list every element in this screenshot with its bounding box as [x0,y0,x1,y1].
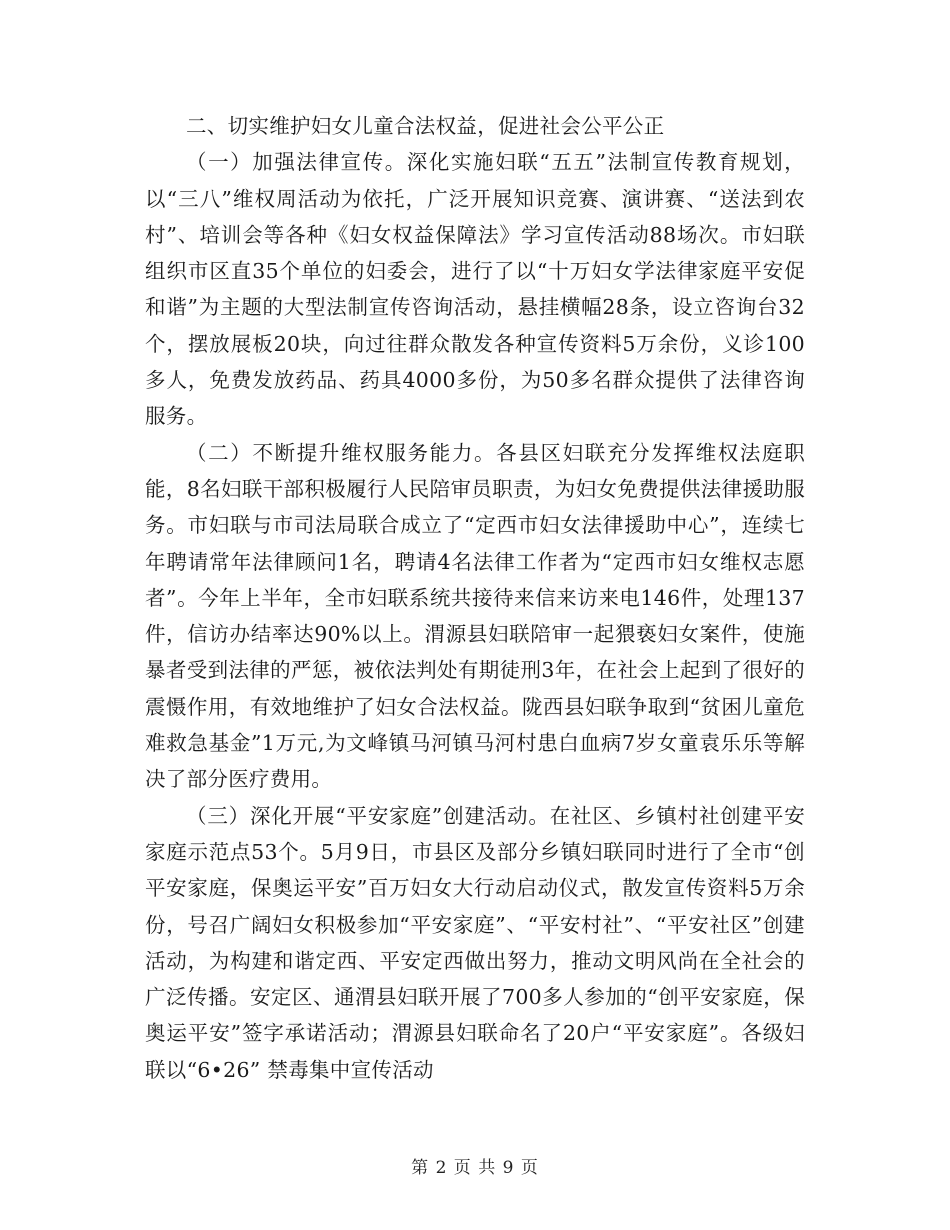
section-heading: 二、切实维护妇女儿童合法权益，促进社会公平公正 [186,114,665,138]
paragraph-safe-family: （三）深化开展“平安家庭”创建活动。在社区、乡镇村社创建平安家庭示范点53个。5月9日，市县区及部分乡镇妇联同时进行了全市“创平安家庭，保奥运平安”百万妇女大行动启动仪式，散发宣传资料5万余份，号召广阔妇女积极参加“平安家庭”、“平安村社”、“平安社区”创建活动，为构建和谐定西、平安定西做出努力，推动文明风尚在全社会的广泛传播。安定区、通渭县妇联开展了700多人参加的“创平安家庭，保奥运平安”签字承诺活动；渭源县妇联命名了20户“平安家庭”。各级妇联以“6•26” 禁毒集中宣传活动 [145,803,805,1082]
document-body [145,108,805,1088]
paragraph-rights-service: （二）不断提升维权服务能力。各县区妇联充分发挥维权法庭职能，8名妇联干部积极履行人民陪审员职责，为妇女免费提供法律援助服务。市妇联与市司法局联合成立了“定西市妇女法律援助中心”，连续七年聘请常年法律顾问1名，聘请4名法律工作者为“定西市妇女维权志愿者”。今年上半年，全市妇联系统共接待来信来访来电146件，处理137件，信访办结率达90%以上。渭源县妇联陪审一起猥亵妇女案件，使施暴者受到法律的严惩，被依法判处有期徒刑3年，在社会上起到了很好的震慑作用，有效地维护了妇女合法权益。陇西县妇联争取到“贫困儿童危难救急基金”1万元,为文峰镇马河镇马河村患白血病7岁女童袁乐乐等解决了部分医疗费用。 [145,440,805,792]
paragraph-legal-publicity: （一）加强法律宣传。深化实施妇联“五五”法制宣传教育规划，以“三八”维权周活动为依托，广泛开展知识竞赛、演讲赛、“送法到农村”、培训会等各种《妇女权益保障法》学习宣传活动88场次。市妇联组织市区直35个单位的妇委会，进行了以“十万妇女学法律家庭平安促和谐”为主题的大型法制宣传咨询活动，悬挂横幅28条，设立咨询台32个，摆放展板20块，向过往群众散发各种宣传资料5万余份，义诊100多人，免费发放药品、药具4000多份，为50多名群众提供了法律咨询服务。 [145,150,805,429]
page-number-footer: 第 2 页 共 9 页 [411,1158,539,1178]
